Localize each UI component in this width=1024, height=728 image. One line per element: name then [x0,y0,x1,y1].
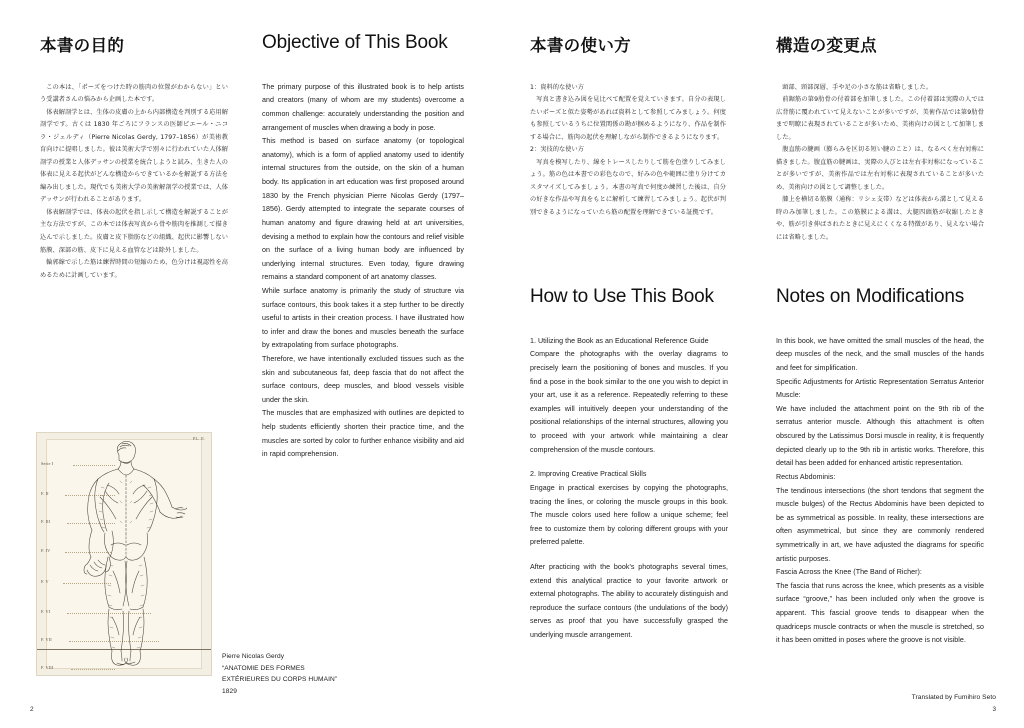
plate-row-label: F. VII [41,637,52,642]
body-notes-en [776,335,984,648]
heading-howto-jp: 本書の使い方 [530,36,631,55]
subsection-label: 2. Improving Creative Practical Skills [530,470,647,479]
column-purpose-jp [40,36,228,282]
paragraph: 写真と書き込み図を見比べて配置を覚えていきます。自分の表現したいポーズと似た姿勢があれば資料として参照してみましょう。何度も参照しているうちに位置関係の勘が掴めるようになり、作品を制作する場合に、筋肉の起伏を理解しながら制作できるようになります。 [530,96,726,141]
column-howto-jp [530,36,726,219]
caption-title-line2: EXTÉRIEURES DU CORPS HUMAIN” [222,676,338,684]
heading-changes-jp: 構造の変更点 [776,36,877,55]
paragraph: The tendinous intersections (the short tendons that segment the muscle bulges) of the Rectus Abdominis have been depicted to be as symmetrical as possible. In reality, these intersections are often asymmetrical, but since they are commonly rendered symmetrically in art, we have adjusted the diagrams for specific artistic purposes. [776,486,984,563]
body-objective-en [262,81,464,462]
column-notes-en [776,286,984,648]
paragraph: 前鋸筋の第9肋骨の付着部を加筆しました。この付着部は実際の人では広背筋に覆われていて見えないことが多いですが、美術作品では第9肋骨まで明瞭に表現されていることが多いため、美術向けの図として加筆しました。 [776,96,984,141]
subsection-label: Specific Adjustments for Artistic Representation Serratus Anterior Muscle: [776,377,984,400]
heading-objective-en: Objective of This Book [262,32,448,53]
column-changes-jp [776,36,984,245]
plate-row-label: F. VI [41,609,51,614]
body-changes-jp [776,82,984,245]
heading-purpose-jp: 本書の目的 [40,36,125,55]
paragraph: この本は、「ポーズをつけた時の筋肉の位置がわからない」という受講者さんの悩みから企画した本です。 [40,83,228,104]
subsection-label: Rectus Abdominis: [776,472,836,481]
plate-row-label: Serie I [41,461,54,466]
paragraph: 写真を模写したり、線をトレースしたりして筋を色塗りしてみましょう。筋の色は本書での彩色なので、好みの色や範囲に塗り分けてカスタマイズしてみましょう。本書の写真で何度か練習した後は、自分の好きな作品や写真をもとに解析して練習してみましょう。起伏が判別できるようになっていたら筋の配置を理解できている証拠です。 [530,158,726,216]
caption-author: Pierre Nicolas Gerdy [222,653,285,660]
page-number-right: 3 [992,706,996,713]
body-howto-jp [530,82,726,220]
plate-row-label: F. VIII [41,665,54,670]
plate-paper [36,432,212,676]
subsection-label: 1：資料的な使い方 [530,83,584,91]
plate-caption [222,651,422,698]
column-objective-en [262,32,464,462]
subsection-label: 2：実技的な使い方 [530,146,584,154]
anatomical-plate-figure [36,432,212,676]
caption-title-line1: “ANATOMIE DES FORMES [222,664,305,672]
translator-credit: Translated by Fumihiro Seto [911,694,996,701]
plate-row-label: F. IV [41,548,51,553]
paragraph: While surface anatomy is primarily the study of structure via surface contours, this book takes it a step further to be directly useful to artists in their creation process. I have illustrated how to infer and draw the bones and muscles beneath the surface by extrapolating from surface photographs. [262,286,464,350]
paragraph: After practicing with the book's photographs several times, extend this analytical practice to your favorite artwork or external photographs. The ability to accurately distinguish and reproduce the surface contours (the undulations of the body) serves as proof that you have successfully grasped the underlying muscle arrangement. [530,562,728,639]
paragraph: The fascia that runs across the knee, which presents as a visible surface “groove,” has been included only when the groove is apparent. This fascial groove tends to disappear when the quadriceps muscle contracts or when the muscle is stretched, so it has been omitted in poses where the groove is not visible. [776,581,984,645]
paragraph: Therefore, we have intentionally excluded tissues such as the skin and subcutaneous fat, deep fascia that do not affect the surface contours, deep muscles, and blood vessels visible under the skin. [262,354,464,404]
paragraph: Compare the photographs with the overlay diagrams to precisely learn the positioning of bones and muscles. If you find a pose in the book similar to the one you wish to depict in your art, use it as a reference. Repeatedly referring to these examples will intuitively deepen your understanding of the positional relationships of the internal structures, allowing you to proceed with your artwork while maintaining a clear comprehension of the muscle contours. [530,350,728,454]
page-number-left: 2 [30,706,34,713]
body-howto-en [530,335,728,643]
paragraph: Engage in practical exercises by copying the photographs, tracing the lines, or coloring the muscle groups in this book. The muscle colors used here follow a unique scheme; feel free to customize them by coloring different groups with your preferred palette. [530,483,728,547]
paragraph: This method is based on surface anatomy (or topological anatomy), which is a form of applied anatomy used to identify internal structures from the outside, on the skin of a human body. Its application in art education was first proposed around 1830 by the French physician Pierre Nicolas Gerdy (1797–1856). Gerdy attempted to integrate the separate courses of human anatomy and figure drawing held at art universities, devising a method to explain how the contours and relief visible on the surface of a living human body are influenced by underlying internal structures. Even today, figure drawing remains a standard component of art anatomy classes. [262,137,464,282]
subsection-label: 1. Utilizing the Book as an Educational Reference Guide [530,336,709,345]
paragraph: 膝上を横切る筋膜（通称：リシェ支帯）などは体表から溝として見える時のみ加筆しました。この筋膜による溝は、大腿四頭筋が収縮したときや、筋が引き伸ばされたときに見えにくくなる特徴があり、見えない場合には省略しました。 [776,196,984,241]
paragraph: The primary purpose of this illustrated book is to help artists and creators (many of whom are my students) overcome a common challenge: accurately understanding the position and arrangement of muscles when drawing a body in pose. [262,82,464,132]
paragraph: In this book, we have omitted the small muscles of the head, the deep muscles of the neck, and the small muscles of the hands and feet for simplification. [776,336,984,373]
paragraph: 体表解剖学とは、生体の皮膚の上から内部構造を判別する応用解剖学です。古くは 1830 年ごろにフランスの医師ピエール・ニコラ・ジェルディ（Pierre Nicolas Gerdy, 1797–1856）が美術教育向けに提唱しました。彼は美術大学で別々に行われていた人体解剖学の授業と人体デッサンの授業を統合しようと試み、生きた人の体表に見える起伏がどんな構造からできているかを解説する方法を編み出しました。現代でも美術大学の美術解剖学の授業では、人体デッサンが行われることがあります。 [40,108,228,204]
plate-row-label: F. V [41,579,49,584]
plate-row-label: F. II [41,491,49,496]
subsection-label: Fascia Across the Knee (The Band of Richer): [776,568,922,577]
plate-corner-label: PL. II. [193,436,205,441]
paragraph: 体表解剖学では、体表の起伏を指し示して構造を解説することが主な方法ですが、この本では体表写真から骨や筋肉を推測して描き込んで示しました。皮膚と皮下脂肪などの組織、起伏に影響しない筋膜、深部の筋、皮下に見える血管などは除外しました。 [40,208,228,254]
paragraph: We have included the attachment point on the 9th rib of the serratus anterior muscle. Although this attachment is often obscured by the Latissimus Dorsi muscle in reality, it is frequently depicted clearly up to the 9th rib in artistic works. Therefore, this detail has been added for enhanced artistic representation. [776,404,984,468]
paragraph: 輪郭線で示した筋は練習時間の短縮のため、色分けは視認性を高めるために計画しています。 [40,259,228,279]
caption-year: 1829 [222,688,237,696]
plate-leader-dots [71,669,115,670]
paragraph: 腹直筋の腱画（膨らみを区切る短い腱のこと）は、なるべく左右対称に描きました。腹直筋の腱画は、実際の人びとは左右非対称になっていることが多いですが、美術作品では左右対称に表現されていることが多いため、美術向けの図として調整しました。 [776,146,984,191]
paragraph: The muscles that are emphasized with outlines are depicted to help students efficiently shorten their practice time, and the muscles are sorted by color to further enhance visibility and aid in rapid comprehension. [262,409,464,459]
male-figure-engraving [63,441,187,669]
plate-row-label: F. III [41,519,51,524]
paragraph: 頭部、頸部深層、手や足の小さな筋は省略しました。 [782,83,933,91]
column-howto-en [530,286,728,643]
heading-howto-en: How to Use This Book [530,286,714,307]
heading-notes-en: Notes on Modifications [776,286,965,307]
body-purpose-jp [40,82,228,282]
